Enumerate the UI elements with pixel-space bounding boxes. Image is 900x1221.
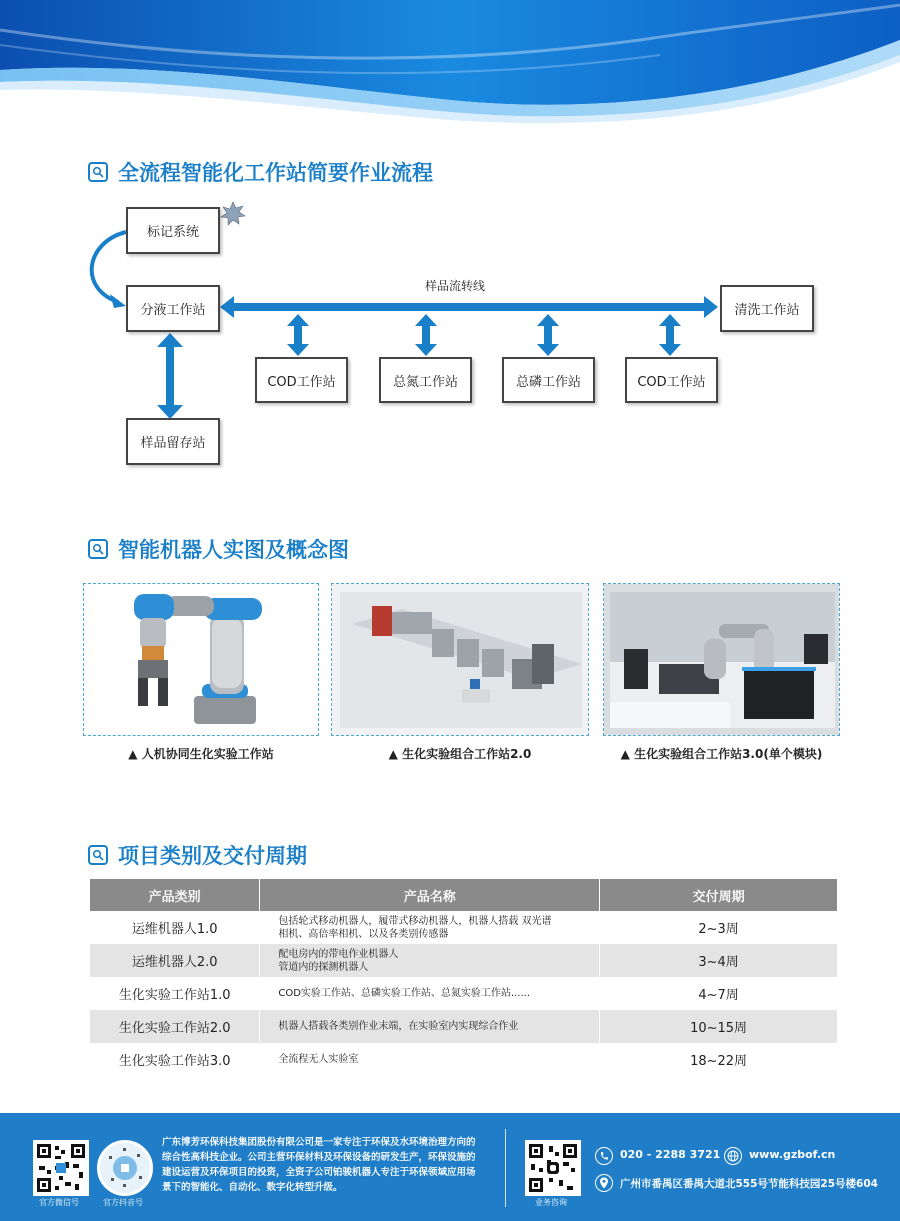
table-row (90, 944, 838, 977)
search-doc-icon (88, 162, 108, 182)
dispense-station-label: 分液工作站 (140, 303, 206, 318)
station-label: COD工作站 (267, 374, 336, 390)
name-cell (260, 911, 600, 944)
station-label: 总磷工作站 (515, 374, 581, 390)
station-label: COD工作站 (637, 374, 706, 390)
header-wave-banner (0, 0, 900, 130)
section-title-text: 项目类别及交付周期 (118, 844, 307, 868)
table-row (90, 1010, 838, 1043)
name-cell (260, 944, 600, 977)
company-line: 广东博芳环保科技集团股份有限公司是一家专注于环保及水环境治理方向的 (162, 1137, 476, 1148)
search-doc-icon (88, 539, 108, 559)
gallery-caption: ▲ 生化实验组合工作站3.0(单个模块) (620, 747, 823, 761)
category-cell: 生化实验工作站2.0 (90, 1010, 260, 1043)
qr-label: 业务咨询 (535, 1198, 567, 1207)
robot-arm-photo (83, 583, 319, 736)
name-cell (260, 1043, 600, 1076)
period-cell: 10~15周 (600, 1010, 838, 1043)
storage-station-label: 样品留存站 (140, 436, 206, 451)
workstation-2-render (331, 583, 589, 736)
category-cell: 生化实验工作站1.0 (90, 977, 260, 1010)
period-cell: 3~4周 (600, 944, 838, 977)
name-line: 配电房内的带电作业机器人 (278, 948, 399, 960)
company-description (162, 1135, 497, 1195)
category-cell: 运维机器人1.0 (90, 911, 260, 944)
workstation-3-photo (603, 583, 840, 736)
wechat-qr-code[interactable] (33, 1140, 89, 1196)
storage-station-box (126, 418, 220, 465)
wash-station-label: 清洗工作站 (734, 303, 800, 318)
station-box (379, 357, 472, 403)
station-box (255, 357, 348, 403)
column-header: 产品类别 (90, 879, 260, 911)
station-box (625, 357, 718, 403)
name-line: 全流程无人实验室 (278, 1054, 359, 1065)
section-title-workflow (88, 157, 433, 187)
marking-system-label: 标记系统 (146, 225, 199, 240)
table-row (90, 1043, 838, 1076)
station-label: 总氮工作站 (392, 374, 458, 390)
wash-station-box (720, 285, 814, 332)
gallery-caption: ▲ 人机协同生化实验工作站 (128, 747, 274, 761)
station-box (502, 357, 595, 403)
column-header: 产品名称 (260, 879, 600, 911)
business-qr-code[interactable] (525, 1140, 581, 1196)
name-cell (260, 1010, 600, 1043)
name-line: 机器人搭载各类别作业末端，在实验室内实现综合作业 (278, 1021, 519, 1032)
location-pin-icon (595, 1174, 613, 1192)
table-row (90, 977, 838, 1010)
phone-number[interactable]: 020 - 2288 3721 (620, 1148, 721, 1161)
name-line: COD实验工作站、总磷实验工作站、总氮实验工作站...... (278, 988, 531, 999)
dispense-station-box (126, 285, 220, 332)
company-line: 景下的智能化、自动化、数字化转型升级。 (162, 1182, 343, 1193)
period-cell: 4~7周 (600, 977, 838, 1010)
section-title-delivery (88, 840, 307, 870)
period-cell: 18~22周 (600, 1043, 838, 1076)
website-link[interactable]: www.gzbof.cn (749, 1148, 836, 1161)
qr-label: 官方抖音号 (103, 1198, 143, 1207)
search-doc-icon (88, 845, 108, 865)
douyin-qr-code[interactable] (97, 1140, 153, 1196)
phone-icon (595, 1147, 613, 1165)
name-line: 包括轮式移动机器人，履带式移动机器人，机器人搭载 双光谱 (278, 915, 552, 927)
globe-icon (724, 1147, 742, 1165)
qr-label: 官方微信号 (39, 1198, 79, 1207)
name-line: 相机、高倍率相机、以及各类别传感器 (278, 928, 449, 940)
section-title-robots (88, 534, 349, 564)
company-line: 综合性高科技企业。公司主营环保材料及环保设备的研发生产，环保设施的 (162, 1152, 476, 1163)
period-cell: 2~3周 (600, 911, 838, 944)
name-cell (260, 977, 600, 1010)
footer-bar (0, 1113, 900, 1221)
section-title-text: 全流程智能化工作站简要作业流程 (118, 161, 433, 185)
footer-divider (505, 1129, 506, 1207)
sample-line-label: 样品流转线 (425, 279, 486, 293)
column-header: 交付周期 (600, 879, 838, 911)
marking-system-box (126, 207, 220, 254)
delivery-table (90, 879, 838, 1076)
address-text: 广州市番禺区番禺大道北555号节能科技园25号楼604 (620, 1178, 878, 1190)
category-cell: 生化实验工作站3.0 (90, 1043, 260, 1076)
table-row (90, 911, 838, 944)
section-title-text: 智能机器人实图及概念图 (118, 538, 349, 562)
table-header-row (90, 879, 838, 911)
category-cell: 运维机器人2.0 (90, 944, 260, 977)
name-line: 管道内的探测机器人 (278, 961, 369, 973)
gallery-caption: ▲ 生化实验组合工作站2.0 (388, 747, 532, 761)
company-line: 建设运营及环保项目的投资，全资子公司铂骏机器人专注于环保领域应用场 (162, 1167, 476, 1178)
